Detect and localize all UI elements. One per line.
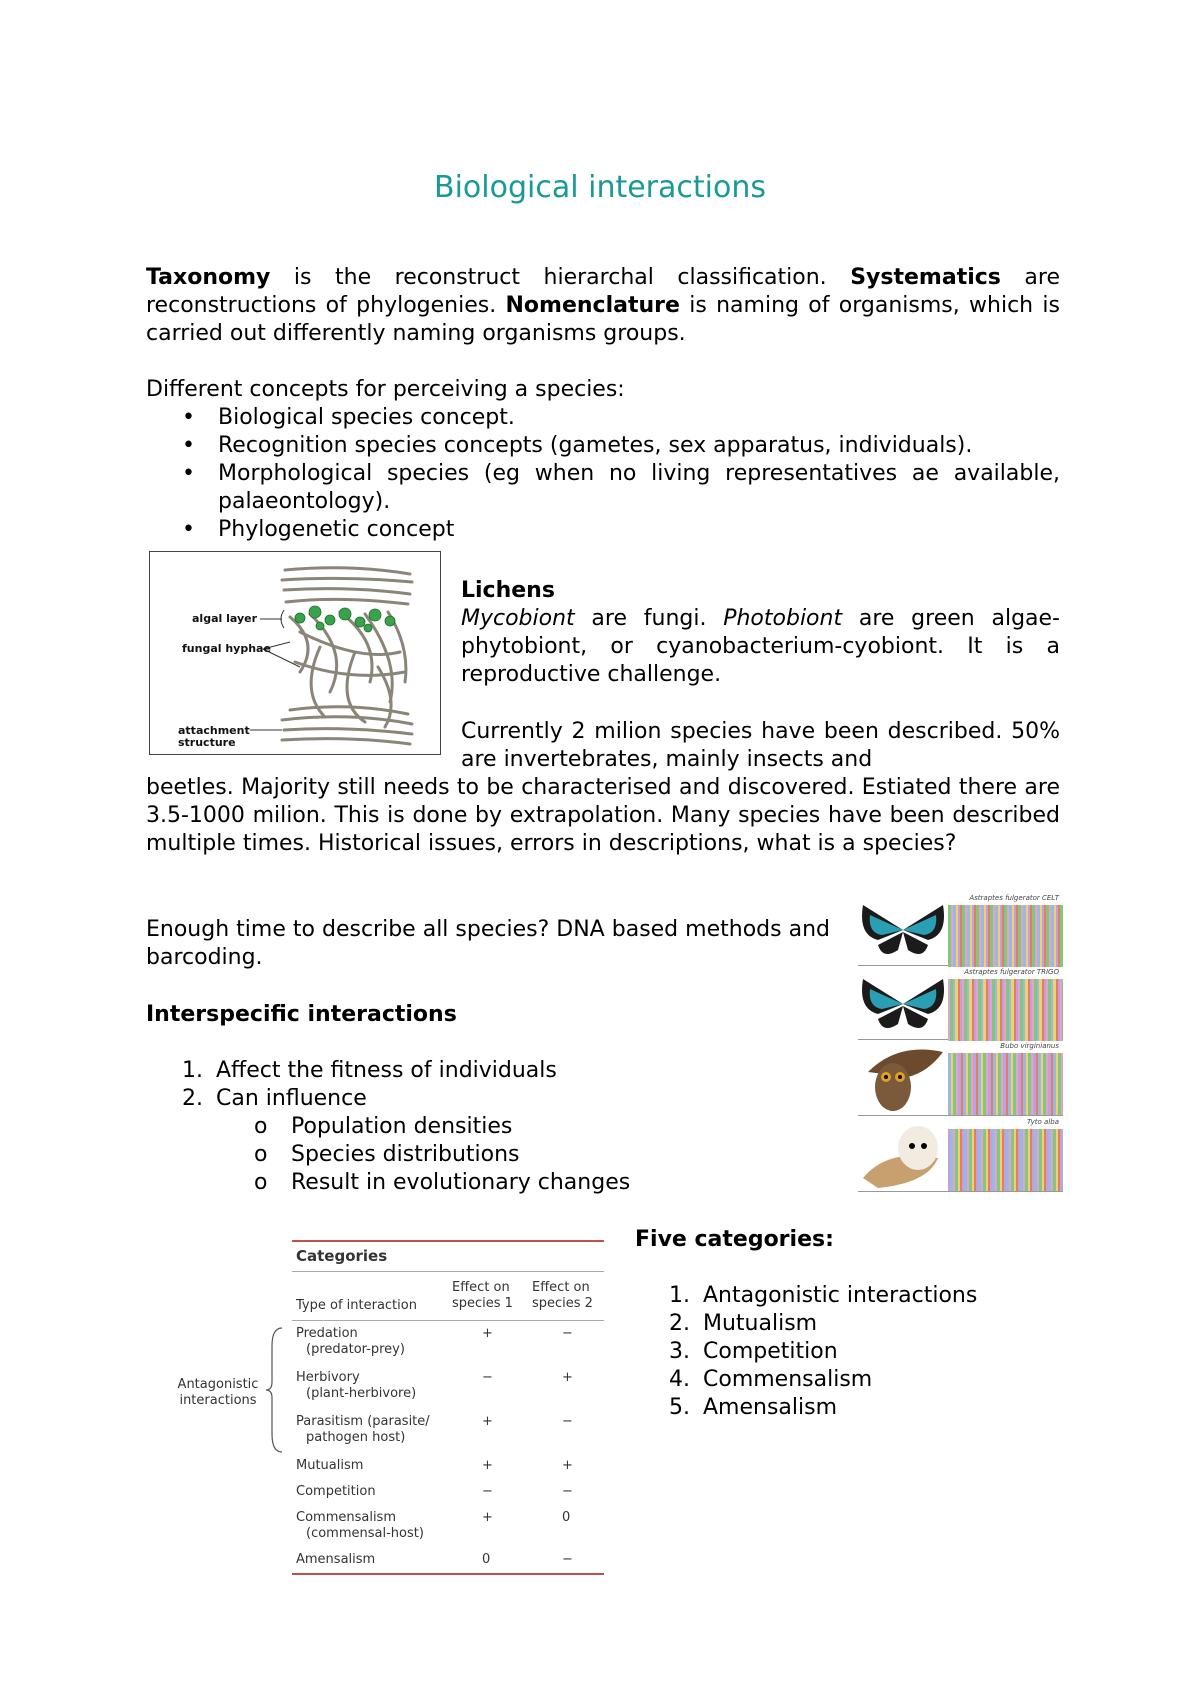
list-item-text: Commensalism bbox=[703, 1367, 873, 1392]
species-label: Tyto alba bbox=[1026, 1118, 1059, 1126]
table-row-name: Herbivory bbox=[296, 1370, 360, 1385]
lichen-cross-section-figure bbox=[149, 551, 441, 755]
barcode-panel bbox=[858, 1117, 1063, 1192]
species-concepts bbox=[146, 376, 1060, 544]
table-cell-effect-2: − bbox=[562, 1484, 573, 1499]
sub-list-item: o Result in evolutionary changes bbox=[146, 1169, 846, 1197]
systematics-text: are reconstructions of phylogenies. bbox=[146, 265, 1060, 318]
brace-icon bbox=[266, 1326, 286, 1454]
mycobiont-term: Mycobiont bbox=[461, 606, 575, 631]
mycobiont-text: are fungi. bbox=[574, 606, 724, 631]
table-row-name: Competition bbox=[296, 1484, 376, 1499]
table-row-sub: (commensal-host) bbox=[306, 1526, 424, 1541]
taxonomy-text: is the reconstruct hierarchal classification. bbox=[270, 265, 851, 290]
five-categories-heading: Five categories: bbox=[635, 1227, 834, 1252]
table-row-name: Commensalism bbox=[296, 1510, 396, 1525]
five-categories-section bbox=[635, 1226, 1055, 1422]
list-item: 2. Can influence bbox=[182, 1086, 367, 1111]
antagonistic-brace-label: Antagonistic interactions bbox=[177, 1377, 259, 1408]
table-cell-effect-1: − bbox=[482, 1370, 493, 1385]
column-header-type: Type of interaction bbox=[296, 1298, 417, 1313]
list-item-text: Can influence bbox=[216, 1086, 367, 1111]
intro-paragraph bbox=[146, 264, 1060, 348]
owl-icon bbox=[858, 1042, 948, 1114]
taxonomy-term: Taxonomy bbox=[146, 265, 271, 290]
list-item-text: Affect the fitness of individuals bbox=[216, 1058, 557, 1083]
table-cell-effect-1: − bbox=[482, 1484, 493, 1499]
list-item-text: Competition bbox=[703, 1339, 838, 1364]
dna-barcode-strip bbox=[948, 905, 1063, 967]
barcode-panel bbox=[858, 893, 1063, 966]
list-item: • Morphological species (eg when no living representatives ae available, palaeontology). bbox=[146, 460, 1060, 516]
table-row-sub: pathogen host) bbox=[306, 1430, 406, 1445]
table-row-sub: (plant-herbivore) bbox=[306, 1386, 417, 1401]
species-label: Bubo virginianus bbox=[1000, 1042, 1059, 1050]
table-cell-effect-1: + bbox=[482, 1458, 493, 1473]
table-cell-effect-2: − bbox=[562, 1552, 573, 1567]
list-item: 4. Commensalism bbox=[669, 1367, 873, 1392]
dna-barcode-strip bbox=[948, 1053, 1063, 1115]
sub-list-item: o Species distributions bbox=[146, 1141, 846, 1169]
algal-layer-label: algal layer bbox=[192, 612, 258, 625]
influence-sublist bbox=[146, 1113, 846, 1197]
attachment-structure-label: attachment structure bbox=[178, 724, 250, 749]
table-row-name: Mutualism bbox=[296, 1458, 364, 1473]
butterfly-icon bbox=[858, 969, 948, 1039]
list-item-text: Amensalism bbox=[703, 1395, 838, 1420]
table-row-name: Predation bbox=[296, 1326, 358, 1341]
table-cell-effect-1: 0 bbox=[482, 1552, 491, 1567]
species-concepts-lead: Different concepts for perceiving a species: bbox=[146, 377, 625, 402]
table-row-name: Amensalism bbox=[296, 1552, 376, 1567]
dna-barcoding-para: Enough time to describe all species? DNA based methods and barcoding. bbox=[146, 917, 830, 970]
lichens-heading: Lichens bbox=[461, 578, 555, 603]
table-title: Categories bbox=[296, 1247, 388, 1265]
species-label: Astraptes fulgerator TRIGO bbox=[964, 968, 1059, 976]
list-item: 3. Competition bbox=[669, 1339, 838, 1364]
systematics-term: Systematics bbox=[850, 265, 1001, 290]
dna-barcode-figure bbox=[858, 893, 1063, 1191]
fungal-hyphae-label: fungal hyphae bbox=[182, 642, 271, 655]
table-cell-effect-2: + bbox=[562, 1458, 573, 1473]
interspecific-section bbox=[146, 1001, 846, 1197]
list-item-text: Mutualism bbox=[703, 1311, 818, 1336]
table-cell-effect-1: + bbox=[482, 1414, 493, 1429]
list-item: • Recognition species concepts (gametes, sex apparatus, individuals). bbox=[146, 432, 1060, 460]
table-cell-effect-2: 0 bbox=[562, 1510, 571, 1525]
dna-barcode-strip bbox=[948, 979, 1063, 1041]
species-count-para-part1: Currently 2 milion species have been described. 50% are invertebrates, mainly insects and bbox=[461, 719, 1060, 772]
categories-table bbox=[292, 1240, 604, 1576]
five-categories-list bbox=[633, 1282, 1055, 1422]
photobiont-text: are green algae-phytobiont, or cyanobacterium-cyobiont. It is a reproductive challenge. bbox=[461, 606, 1060, 687]
species-concepts-list bbox=[146, 404, 1060, 544]
nomenclature-term: Nomenclature bbox=[505, 293, 680, 318]
table-cell-effect-1: + bbox=[482, 1510, 493, 1525]
list-item: 5. Amensalism bbox=[669, 1395, 838, 1420]
list-item-text: Antagonistic interactions bbox=[703, 1283, 978, 1308]
photobiont-term: Photobiont bbox=[723, 606, 843, 631]
species-label: Astraptes fulgerator CELT bbox=[969, 894, 1059, 902]
table-cell-effect-2: − bbox=[562, 1414, 573, 1429]
column-header-effect-2: Effect on species 2 bbox=[532, 1280, 593, 1311]
list-item: • Biological species concept. bbox=[146, 404, 1060, 432]
butterfly-icon bbox=[858, 895, 948, 965]
interspecific-heading: Interspecific interactions bbox=[146, 1002, 457, 1027]
column-header-effect-1: Effect on species 1 bbox=[452, 1280, 513, 1311]
barcode-panel bbox=[858, 1041, 1063, 1116]
table-row-name: Parasitism (parasite/ bbox=[296, 1414, 430, 1429]
page-title: Biological interactions bbox=[434, 170, 766, 205]
interspecific-list bbox=[146, 1057, 846, 1113]
sub-list-item: o Population densities bbox=[146, 1113, 846, 1141]
list-item: 1. Affect the fitness of individuals bbox=[182, 1058, 557, 1083]
table-cell-effect-2: − bbox=[562, 1326, 573, 1341]
table-row-sub: (predator-prey) bbox=[306, 1342, 405, 1357]
table-cell-effect-2: + bbox=[562, 1370, 573, 1385]
nomenclature-text: is naming of organisms, which is carried out differently naming organisms groups. bbox=[146, 293, 1060, 346]
list-item: 2. Mutualism bbox=[669, 1311, 818, 1336]
species-count-para-part2: beetles. Majority still needs to be characterised and discovered. Estiated there are 3.5-1000 milion. This is done by extrapolation. Many species have been described multiple times. Historical issues, errors in descriptions, what is a species? bbox=[146, 775, 1060, 856]
barn-owl-icon bbox=[858, 1118, 948, 1190]
list-item: • Phylogenetic concept bbox=[146, 516, 1060, 544]
table-cell-effect-1: + bbox=[482, 1326, 493, 1341]
lichens-section bbox=[461, 577, 1060, 689]
list-item: 1. Antagonistic interactions bbox=[669, 1283, 978, 1308]
barcode-panel bbox=[858, 967, 1063, 1040]
dna-barcode-strip bbox=[948, 1129, 1063, 1191]
